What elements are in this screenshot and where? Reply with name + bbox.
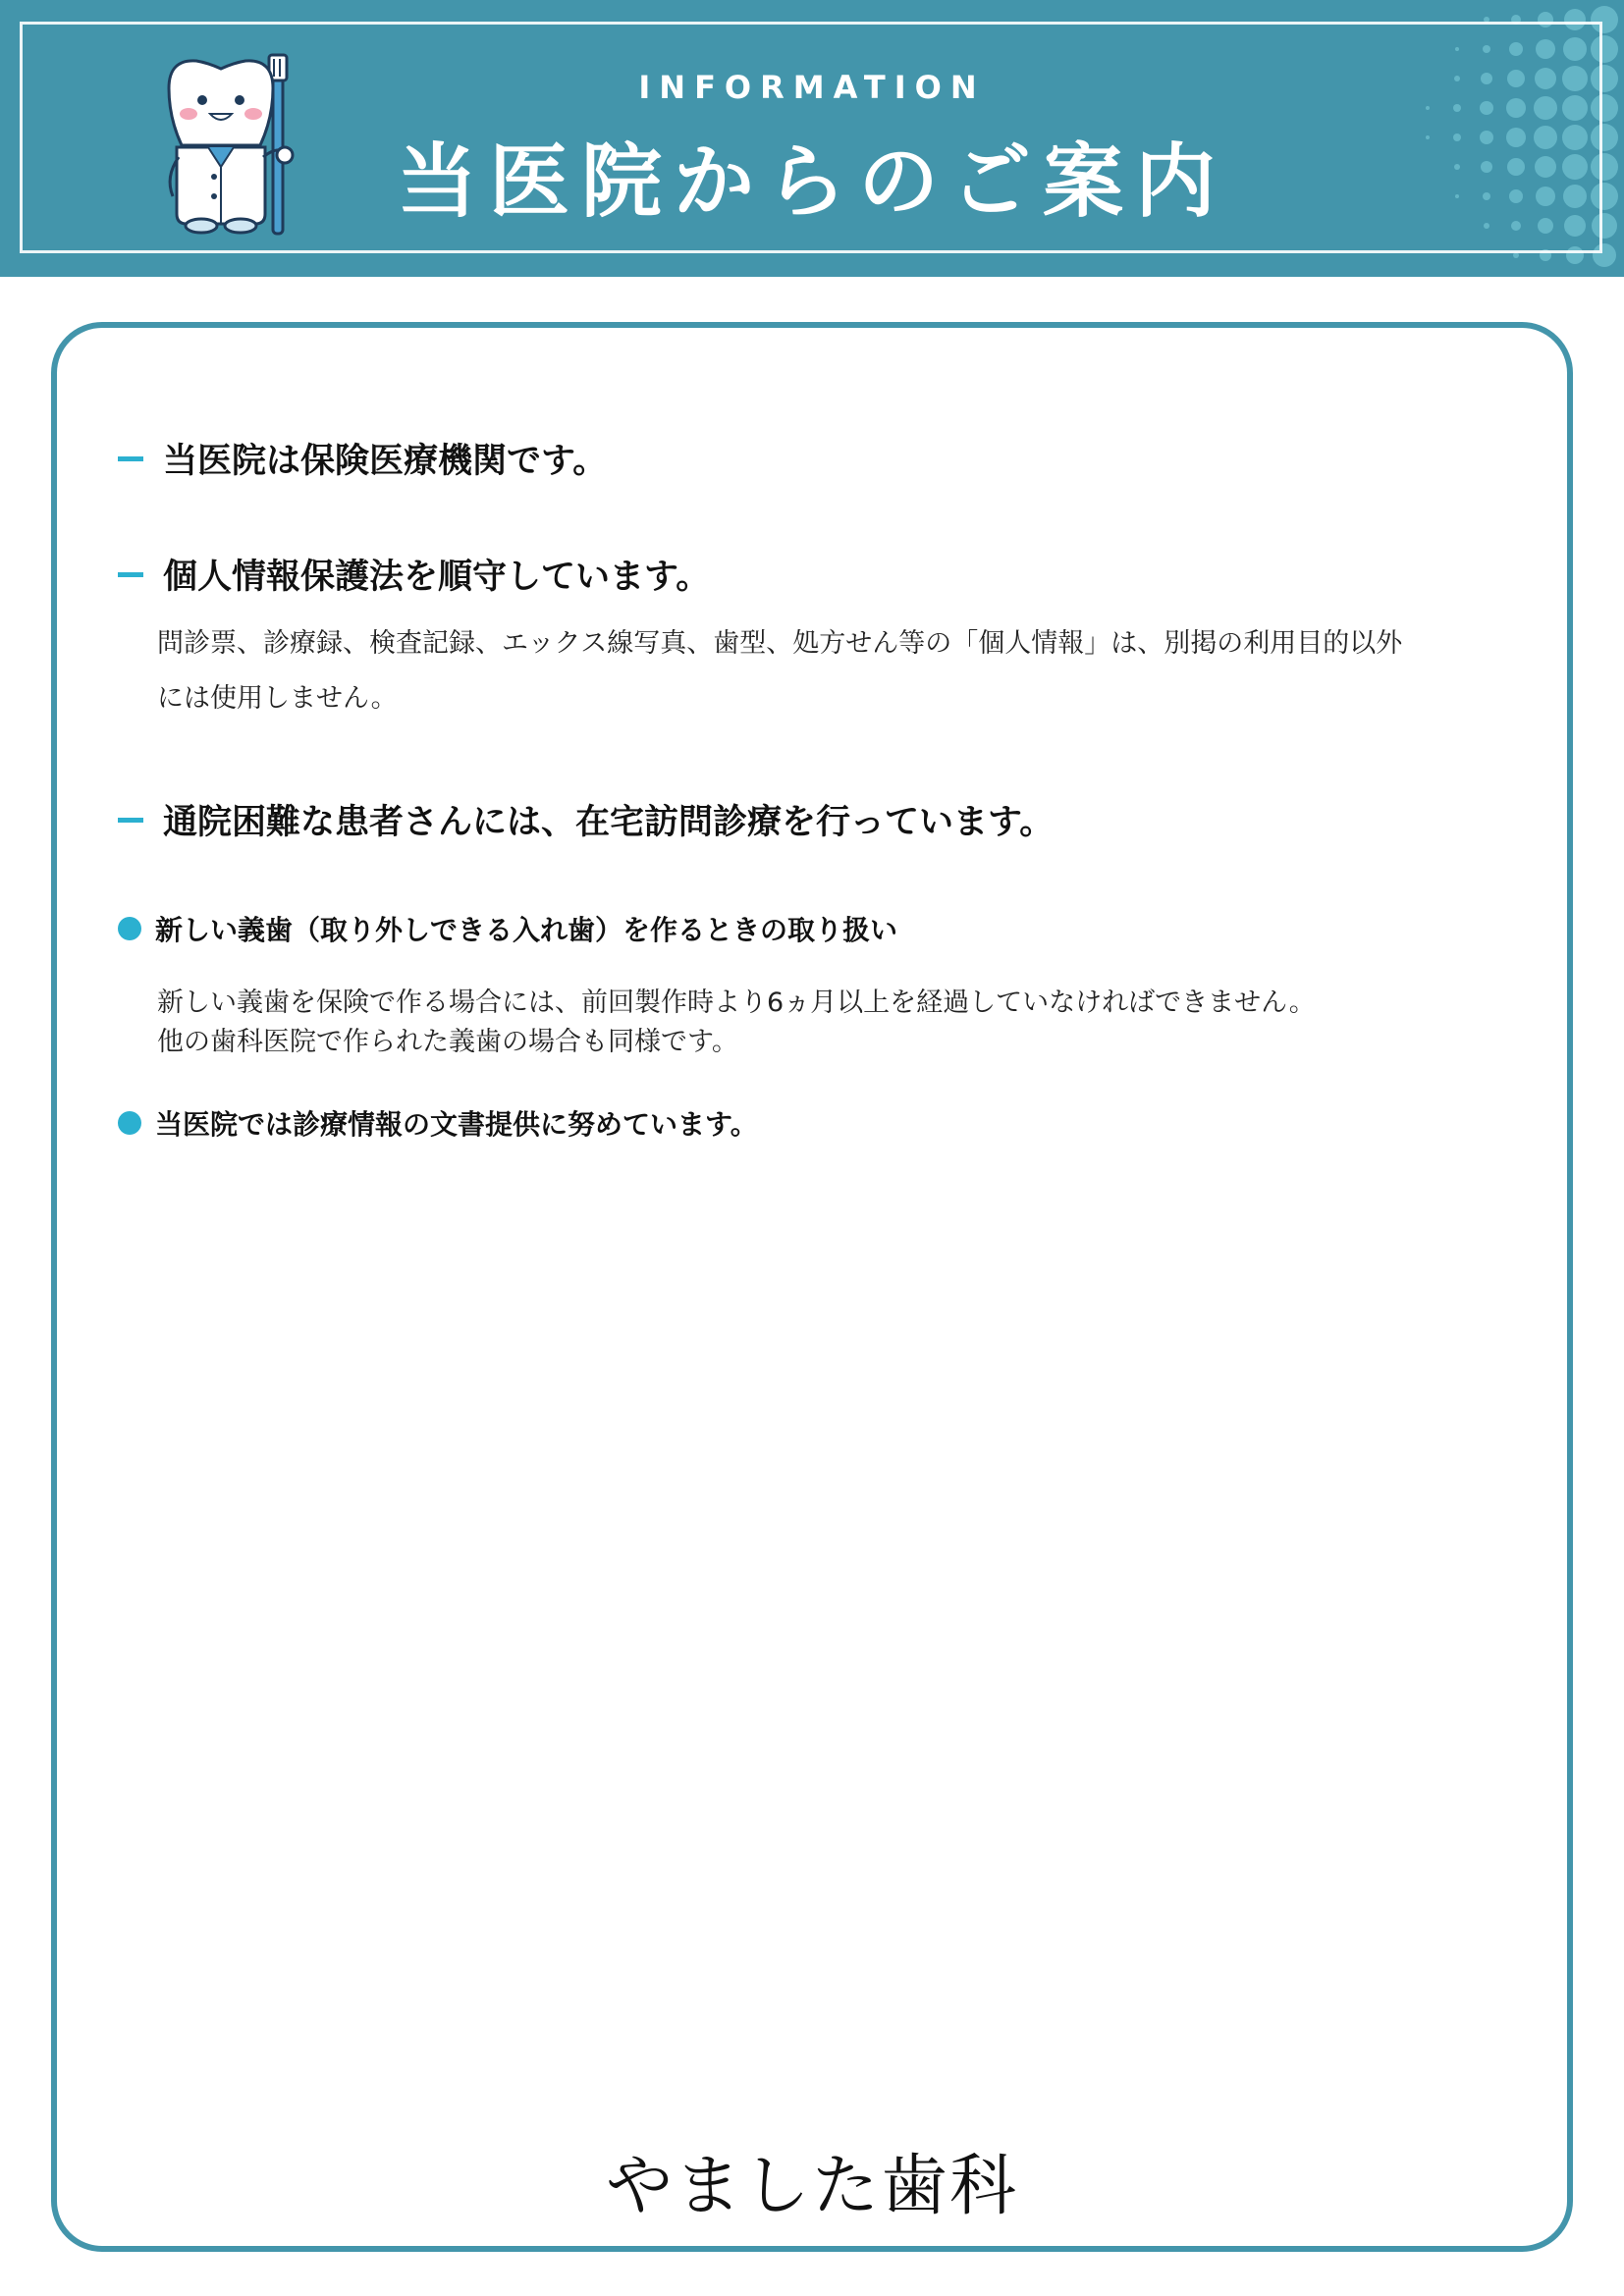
header-subtitle: INFORMATION: [638, 69, 986, 106]
section-heading-text: 通院困難な患者さんには、在宅訪問診療を行っています。: [163, 803, 1055, 842]
privacy-body: [157, 616, 1512, 726]
header-banner: [0, 0, 1624, 277]
bullet-title: 新しい義歯（取り外しできる入れ歯）を作るときの取り扱い: [155, 914, 898, 946]
privacy-body-line: には使用しません。: [157, 683, 398, 714]
section-heading-privacy: [118, 550, 710, 599]
note-line: 他の歯科医院で作られた義歯の場合も同様です。: [157, 1027, 738, 1057]
note-line: 新しい義歯を保険で作る場合には、前回製作時より6ヵ月以上を経過していなければできません。: [157, 988, 1316, 1018]
clinic-name: やました歯科: [605, 2148, 1018, 2225]
bullet-dot-icon: [118, 1111, 141, 1135]
dash-icon: [118, 572, 143, 577]
section-heading-insurance: [118, 434, 607, 483]
dentures-note: [157, 984, 1512, 1062]
dash-icon: [118, 818, 143, 823]
section-heading-home-visit: [118, 795, 1054, 844]
dash-icon: [118, 456, 143, 461]
section-heading-text: 個人情報保護法を順守しています。: [163, 558, 711, 597]
bullet-title: 当医院では診療情報の文書提供に努めています。: [155, 1108, 758, 1141]
bullet-dentures: [118, 909, 897, 948]
section-heading-text: 当医院は保険医療機関です。: [163, 442, 608, 481]
privacy-body-line: 問診票、診療録、検査記録、エックス線写真、歯型、処方せん等の「個人情報」は、別掲の利用目的以外: [157, 628, 1403, 659]
content-card: [51, 322, 1573, 2252]
page-title: 当医院からのご案内: [396, 135, 1227, 229]
bullet-dot-icon: [118, 917, 141, 940]
bullet-documents: [118, 1103, 758, 1143]
